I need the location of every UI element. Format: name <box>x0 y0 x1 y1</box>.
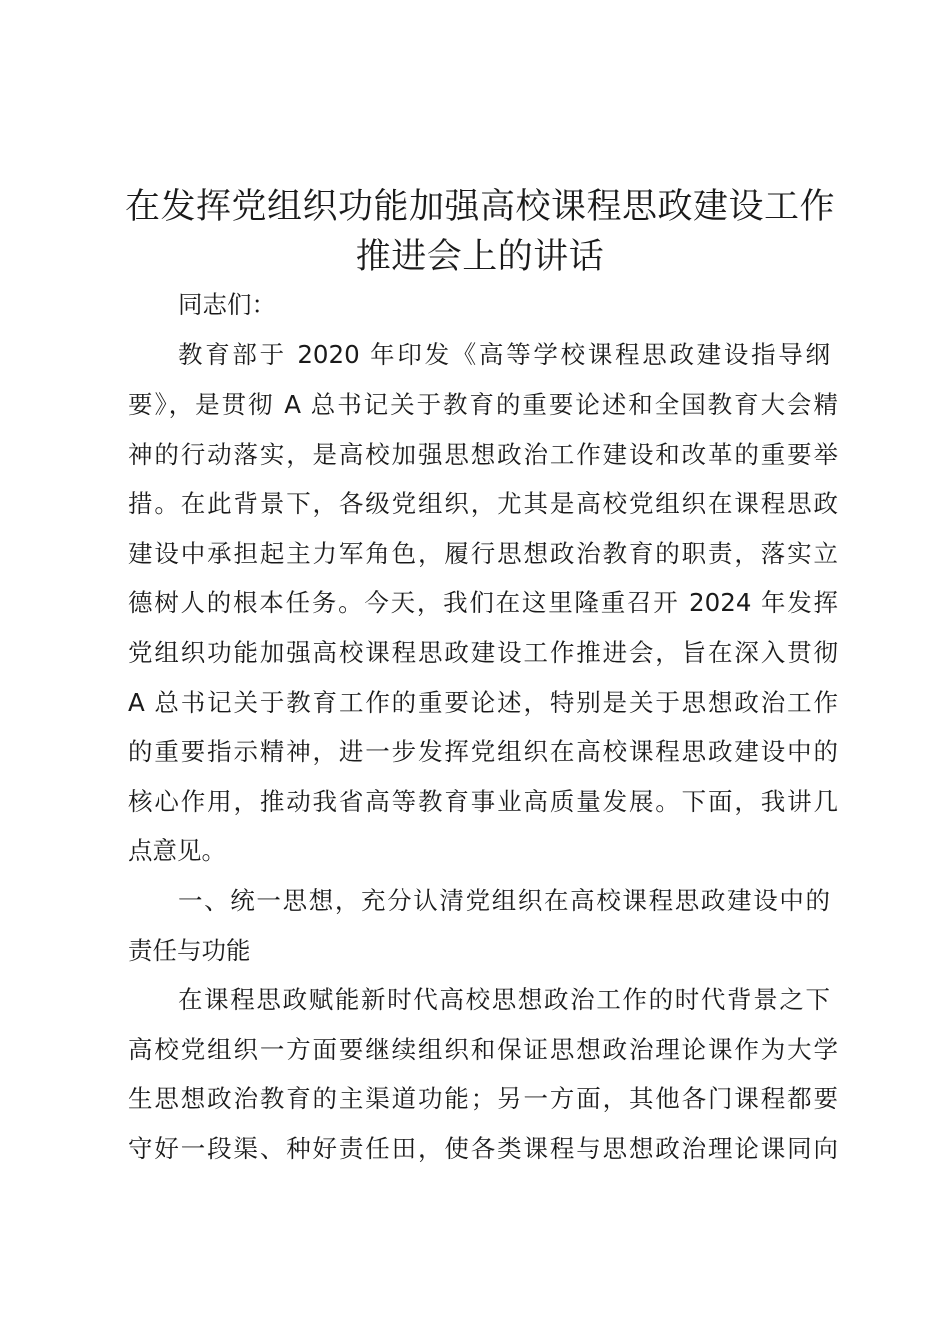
body-line: 党组织功能加强高校课程思政建设工作推进会，旨在深入贯彻 <box>128 638 838 667</box>
body-line: A 总书记关于教育工作的重要论述，特别是关于思想政治工作 <box>128 688 838 717</box>
body-line: 要》，是贯彻 A 总书记关于教育的重要论述和全国教育大会精 <box>128 390 838 419</box>
body-line: 在课程思政赋能新时代高校思想政治工作的时代背景之下 <box>178 985 830 1014</box>
body-line: 守好一段渠、种好责任田，使各类课程与思想政治理论课同向 <box>128 1134 838 1163</box>
section-heading-line: 一、统一思想，充分认清党组织在高校课程思政建设中的 <box>178 886 830 915</box>
body-line: 教育部于 2020 年印发《高等学校课程思政建设指导纲 <box>178 340 830 369</box>
body-line: 神的行动落实，是高校加强思想政治工作建设和改革的重要举 <box>128 440 838 469</box>
body-line: 建设中承担起主力军角色，履行思想政治教育的职责，落实立 <box>128 539 838 568</box>
body-line: 生思想政治教育的主渠道功能；另一方面，其他各门课程都要 <box>128 1084 838 1113</box>
salutation: 同志们： <box>178 290 276 319</box>
body-line: 点意见。 <box>128 836 226 865</box>
body-line: 德树人的根本任务。今天，我们在这里隆重召开 2024 年发挥 <box>128 588 838 617</box>
section-heading-line: 责任与功能 <box>128 936 251 965</box>
body-line: 的重要指示精神，进一步发挥党组织在高校课程思政建设中的 <box>128 737 838 766</box>
document-title-line-2: 推进会上的讲话 <box>355 237 605 277</box>
document-title-line-1: 在发挥党组织功能加强高校课程思政建设工作 <box>124 187 835 227</box>
body-line: 措。在此背景下，各级党组织，尤其是高校党组织在课程思政 <box>128 489 838 518</box>
body-line: 核心作用，推动我省高等教育事业高质量发展。下面，我讲几 <box>128 787 838 816</box>
body-line: 高校党组织一方面要继续组织和保证思想政治理论课作为大学 <box>128 1035 838 1064</box>
